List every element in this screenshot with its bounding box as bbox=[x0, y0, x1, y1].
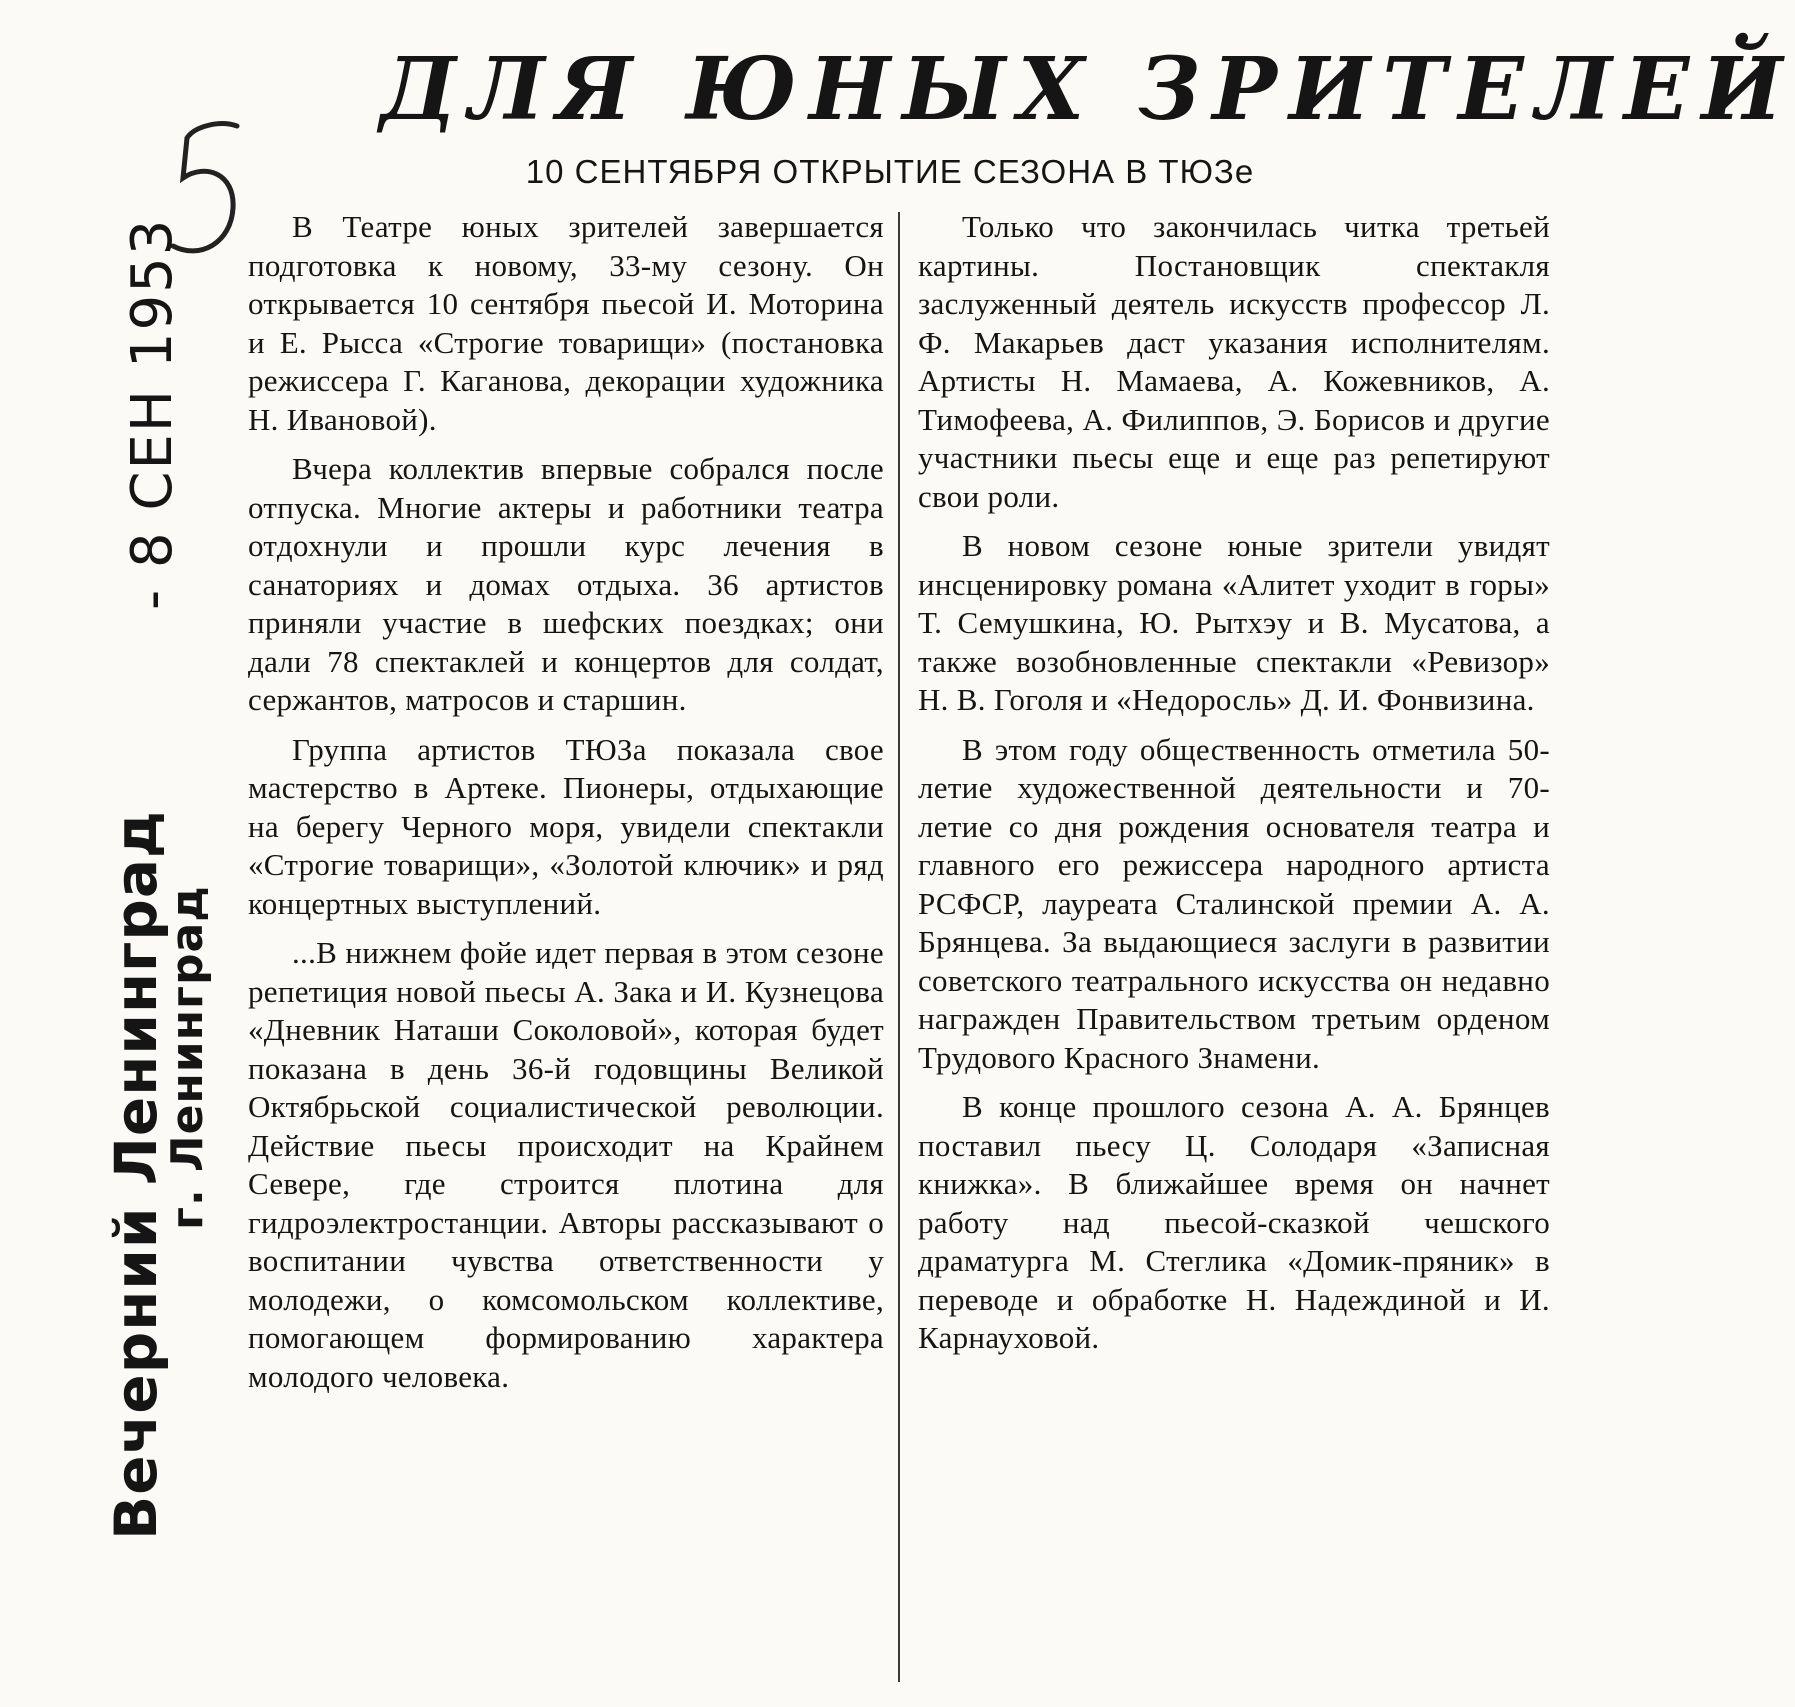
subheadline: 10 СЕНТЯБРЯ ОТКРЫТИЕ СЕЗОНА В ТЮЗе bbox=[525, 153, 1255, 190]
paragraph: В этом году общественность отметила 50-летие художественной деятельности и 70-летие со дня рождения основателя театра и главного его режиссера народного артиста РСФСР, лауреата Сталинской премии А. А. Брянцева. За выдающиеся заслуги в развитии советского театрального искусства он недавно награжден Правительством третьим орденом Трудового Красного Знамени. bbox=[918, 731, 1550, 1075]
paragraph: Вчера коллектив впервые собрался после отпуска. Многие актеры и работники театра отдохнули и прошли курс лечения в санаториях и домах отдыха. 36 артистов приняли участие в шефских поездках; они дали 78 спектаклей и концертов для солдат, сержантов, матросов и старшин. bbox=[248, 451, 884, 717]
paragraph: ...В нижнем фойе идет первая в этом сезоне репетиция новой пьесы А. Зака и И. Кузнецова «Дневник Наташи Соколовой», которая будет показана в день 36-й годовщины Великой Октябрьской социалистической революции. Действие пьесы происходит на Крайнем Севере, где строится плотина для гидроэлектростанции. Авторы рассказывают о воспитании чувства ответственности у молодежи, о комсомольском коллективе, помогающем формированию характера молодого человека. bbox=[248, 935, 884, 1394]
city-stamp: г. Ленинград bbox=[162, 885, 213, 1230]
left-column bbox=[248, 208, 884, 1407]
paragraph: Только что закончилась читка третьей картины. Постановщик спектакля заслуженный деятель искусств профессор Л. Ф. Макарьев даст указания исполнителям. Артисты Н. Мамаева, А. Кожевников, А. Тимофеева, А. Филиппов, Э. Борисов и другие участники пьесы еще и еще раз репетируют свои роли. bbox=[918, 209, 1550, 514]
paragraph: В Театре юных зрителей завершается подготовка к новому, 33-му сезону. Он открывается 10 сентября пьесой И. Моторина и Е. Рысса «Строгие товарищи» (постановка режиссера Г. Каганова, декорации художника Н. Ивановой). bbox=[248, 209, 884, 437]
paragraph: В конце прошлого сезона А. А. Брянцев поставил пьесу Ц. Солодаря «Записная книжка». В ближайшее время он начнет работу над пьесой-сказкой чешского драматурга М. Стеглика «Домик-пряник» в переводе и обработке Н. Надеждиной и И. Карнауховой. bbox=[918, 1089, 1550, 1355]
headline: ДЛЯ ЮНЫХ ЗРИТЕЛЕЙ bbox=[380, 39, 1795, 140]
column-divider bbox=[898, 212, 900, 1682]
paragraph: В новом сезоне юные зрители увидят инсценировку романа «Алитет уходит в горы» Т. Семушкина, Ю. Рытхэу и В. Мусатова, а также возобновленные спектакли «Ревизор» Н. В. Гоголя и «Недоросль» Д. И. Фонвизина. bbox=[918, 528, 1550, 717]
newspaper-name-stamp: Вечерний Ленинград bbox=[102, 810, 170, 1540]
right-column bbox=[918, 208, 1550, 1369]
paragraph: Группа артистов ТЮЗа показала свое мастерство в Артеке. Пионеры, отдыхающие на берегу Черного моря, увидели спектакли «Строгие товарищи», «Золотой ключик» и ряд концертных выступлений. bbox=[248, 731, 884, 921]
date-stamp: - 8 СЕН 1953 bbox=[120, 217, 185, 610]
